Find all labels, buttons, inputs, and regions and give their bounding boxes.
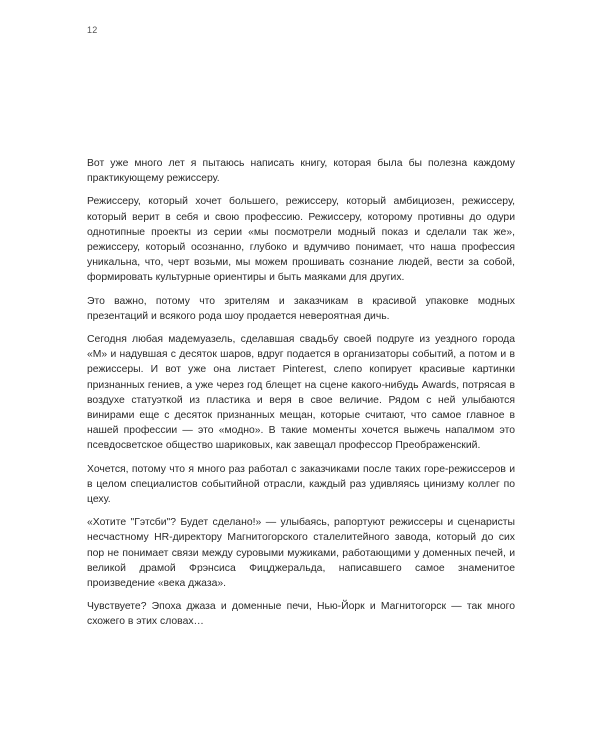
page-number: 12	[87, 25, 98, 35]
paragraph-3: Это важно, потому что зрителям и заказчикам в красивой упаковке модных презентаций и всякого рода шоу продается невероятная дичь.	[87, 295, 515, 322]
paragraph-6: «Хотите "Гэтсби"? Будет сделано!» — улыбаясь, рапортуют режиссеры и сценаристы несчастному HR-директору Магнитогорского сталелитейного завода, который до сих пор не понимает связи между суровыми мужиками, работающими у доменных печей, и великой драмой Фрэнсиса Фицджеральда, написавшего самое знаменитое произведение «века джаза».	[87, 517, 515, 590]
paragraph-4: Сегодня любая мадемуазель, сделавшая свадьбу своей подруге из уездного города «М» и надувшая с десяток шаров, вдруг подается в организаторы событий, а потом и в режиссеры. И вот уже она листает Pinterest, слепо копирует красивые картинки признанных гениев, а уже через год блещет на сцене какого-нибудь Awards, потрясая в воздухе статуэткой из пластика и веря в свое величие. Рядом с ней улыбаются винирами еще с десяток признанных мещан, которые считают, что самое главное в нашей профессии — это «модно». В такие моменты хочется выжечь напалмом это псевдосветское общество шариковых, как завещал профессор Преображенский.	[87, 334, 515, 452]
paragraph-5: Хочется, потому что я много раз работал с заказчиками после таких горе-режиссеров и в целом специалистов событийной отрасли, каждый раз удивляясь цинизму коллег по цеху.	[87, 463, 515, 506]
text-body	[87, 156, 515, 638]
paragraph-1: Вот уже много лет я пытаюсь написать книгу, которая была бы полезна каждому практикующему режиссеру.	[87, 158, 515, 185]
paragraph-2: Режиссеру, который хочет большего, режиссеру, который амбициозен, режиссеру, который верит в себя и свою профессию. Режиссеру, которому противны до одури однотипные проекты из серии «мы посмотрели модный показ и сделали так же», режиссеру, который осознанно, глубоко и вдумчиво понимает, что наша профессия уникальна, что, черт возьми, мы можем прошивать сознание людей, вести за собой, формировать культурные ориентиры и быть маяками для других.	[87, 196, 515, 284]
paragraph-7: Чувствуете? Эпоха джаза и доменные печи, Нью-Йорк и Магнитогорск — так много схожего в этих словах…	[87, 601, 515, 628]
